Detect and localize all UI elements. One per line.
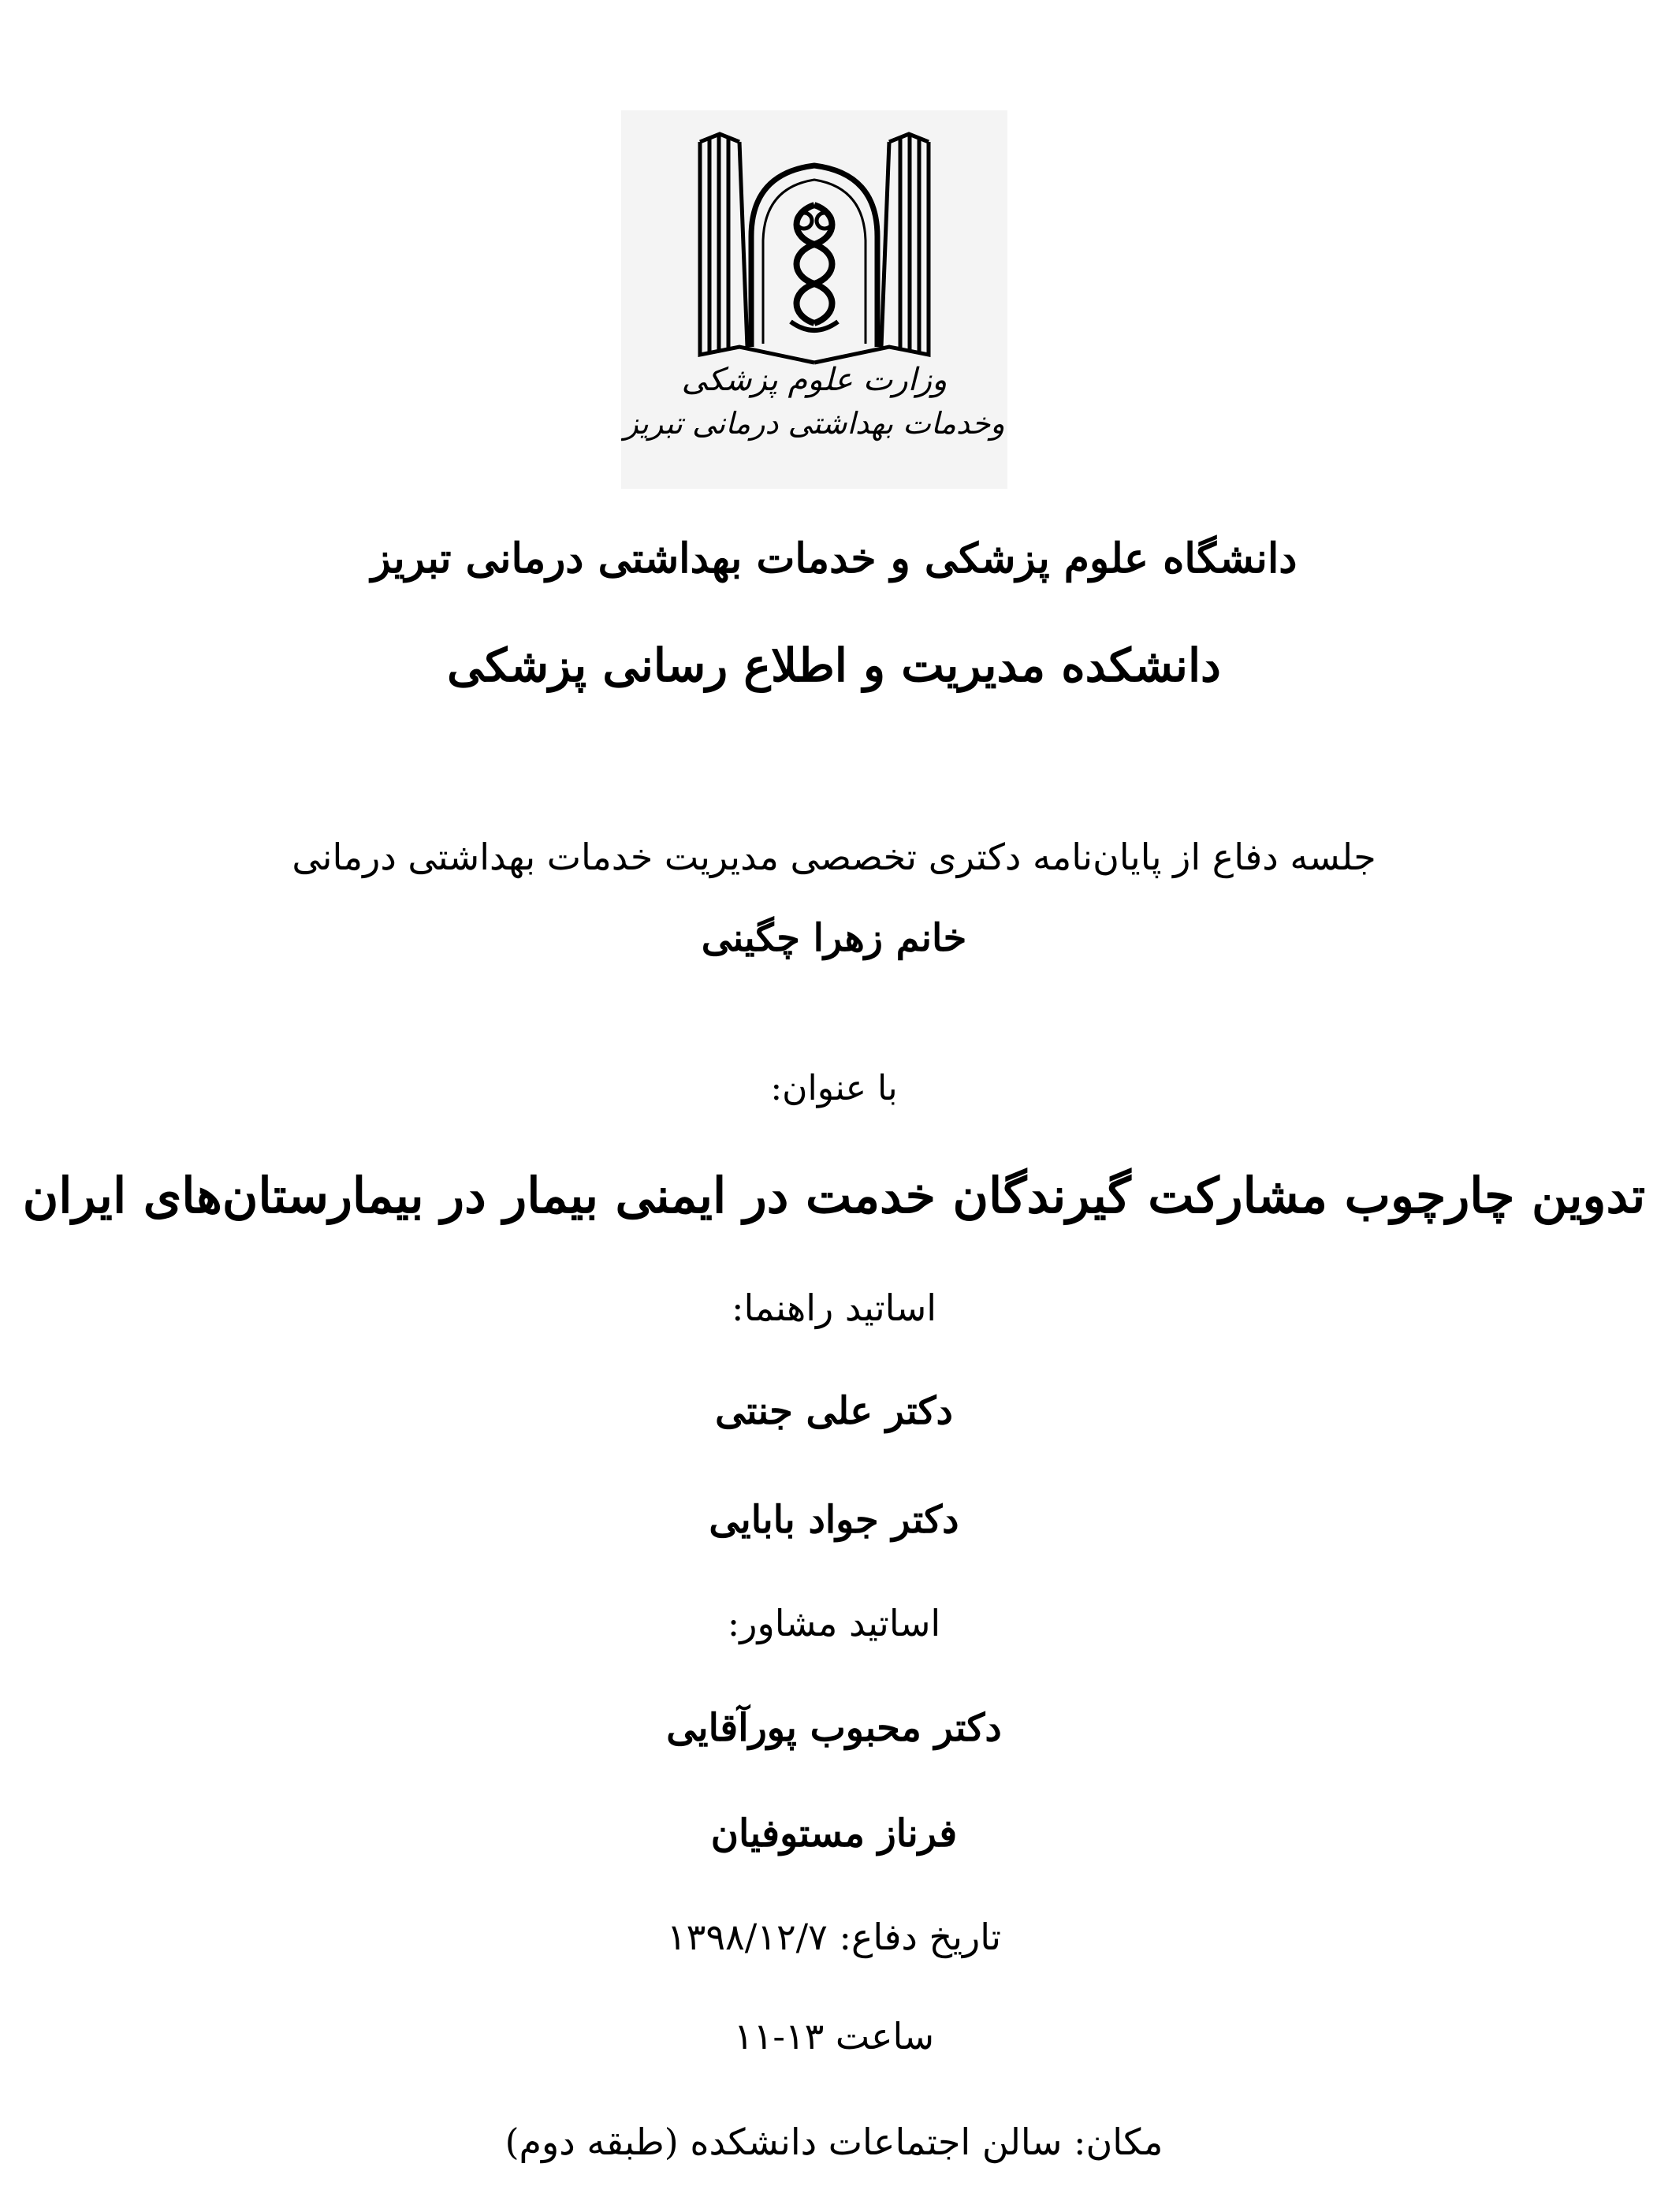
defense-time: ساعت ۱۳-۱۱ bbox=[733, 2015, 935, 2057]
supervisor-name: دکتر علی جنتی bbox=[715, 1389, 953, 1433]
advisor-name: دکتر محبوب پورآقایی bbox=[666, 1706, 1002, 1750]
supervisor-name: دکتر جواد بابایی bbox=[709, 1498, 959, 1542]
defense-date: تاریخ دفاع: ۱۳۹۸/۱۲/۷ bbox=[666, 1916, 1002, 1958]
defense-place: مکان: سالن اجتماعات دانشکده (طبقه دوم) bbox=[504, 2121, 1164, 2163]
logo-caption-line1: وزارت علوم پزشکی bbox=[681, 362, 948, 398]
advisor-name: فرناز مستوفیان bbox=[710, 1812, 958, 1856]
student-name: خانم زهرا چگینی bbox=[701, 916, 967, 960]
faculty-name: دانشکده مدیریت و اطلاع رسانی پزشکی bbox=[447, 639, 1221, 692]
advisors-label: اساتید مشاور: bbox=[727, 1602, 941, 1644]
university-logo bbox=[621, 110, 1007, 489]
thesis-title-label: با عنوان: bbox=[770, 1068, 898, 1108]
university-name: دانشگاه علوم پزشکی و خدمات بهداشتی درمانی تبریز bbox=[370, 534, 1298, 583]
session-description: جلسه دفاع از پایان‌نامه دکتری تخصصی مدیریت خدمات بهداشتی درمانی bbox=[292, 836, 1376, 878]
supervisors-label: اساتید راهنما: bbox=[731, 1287, 937, 1329]
logo-caption-line2: وخدمات بهداشتی درمانی تبریز bbox=[624, 406, 1005, 441]
thesis-title: تدوین چارچوب مشارکت گیرندگان خدمت در ایمنی بیمار در بیمارستان‌های ایران bbox=[22, 1167, 1646, 1224]
